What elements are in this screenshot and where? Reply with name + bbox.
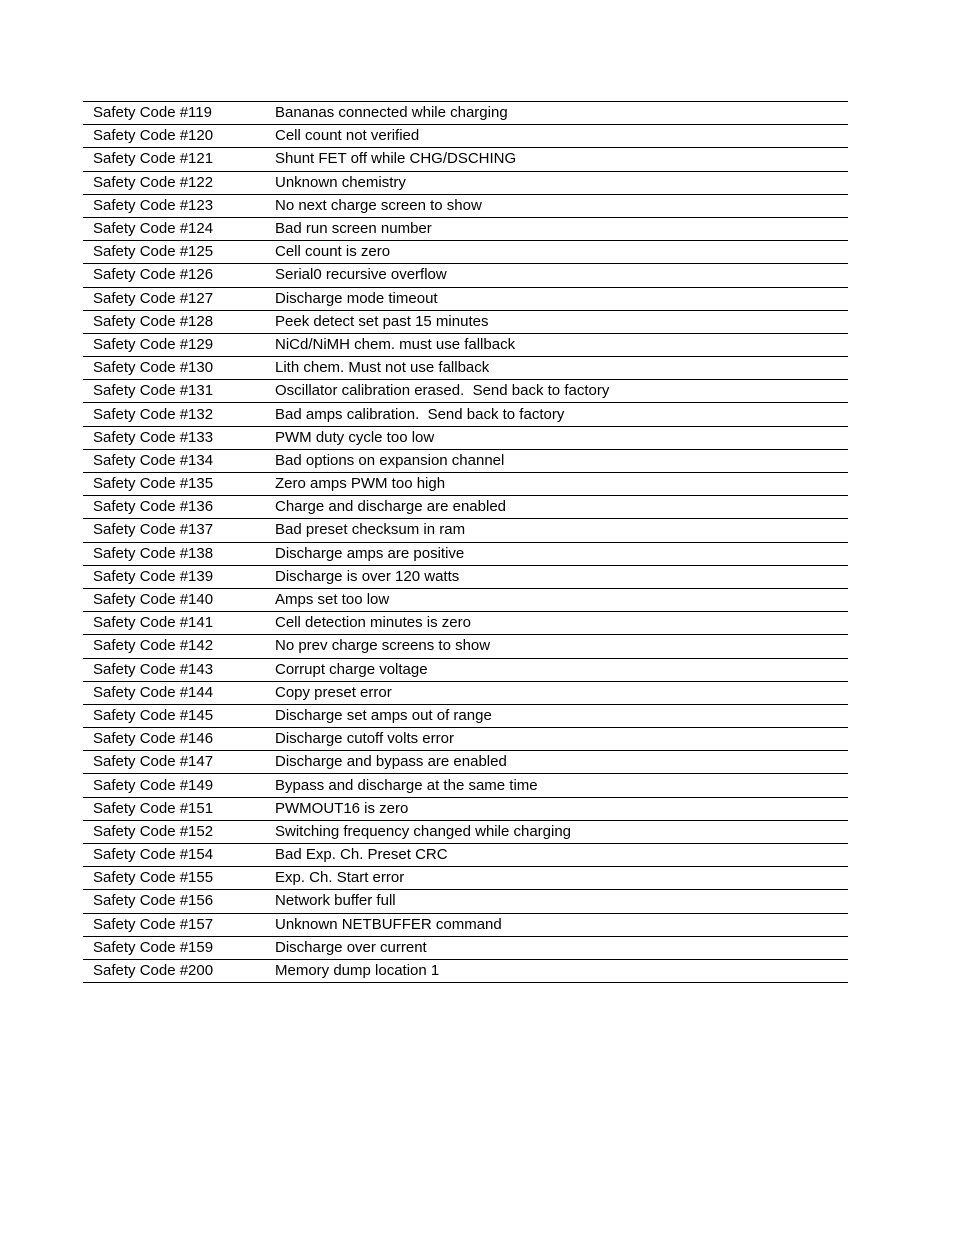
safety-code-cell: Safety Code #151	[83, 797, 265, 820]
table-row	[83, 217, 848, 240]
safety-code-cell: Safety Code #159	[83, 936, 265, 959]
safety-code-description-cell: Serial0 recursive overflow	[265, 264, 848, 287]
safety-code-cell: Safety Code #133	[83, 426, 265, 449]
safety-code-cell: Safety Code #149	[83, 774, 265, 797]
table-row	[83, 635, 848, 658]
safety-code-description-cell: Copy preset error	[265, 681, 848, 704]
safety-code-cell: Safety Code #136	[83, 496, 265, 519]
table-row	[83, 102, 848, 125]
table-row	[83, 797, 848, 820]
table-row	[83, 426, 848, 449]
safety-code-description-cell: Switching frequency changed while charging	[265, 820, 848, 843]
safety-code-cell: Safety Code #137	[83, 519, 265, 542]
safety-code-description-cell: Memory dump location 1	[265, 959, 848, 982]
safety-code-description-cell: No prev charge screens to show	[265, 635, 848, 658]
table-row	[83, 519, 848, 542]
safety-code-description-cell: Bad amps calibration. Send back to factory	[265, 403, 848, 426]
safety-code-description-cell: Discharge mode timeout	[265, 287, 848, 310]
safety-code-cell: Safety Code #122	[83, 171, 265, 194]
table-row	[83, 310, 848, 333]
safety-code-description-cell: Discharge over current	[265, 936, 848, 959]
table-row	[83, 333, 848, 356]
table-row	[83, 913, 848, 936]
table-row	[83, 380, 848, 403]
table-row	[83, 751, 848, 774]
safety-code-description-cell: Bypass and discharge at the same time	[265, 774, 848, 797]
safety-code-cell: Safety Code #119	[83, 102, 265, 125]
safety-code-cell: Safety Code #131	[83, 380, 265, 403]
table-row	[83, 194, 848, 217]
safety-code-cell: Safety Code #152	[83, 820, 265, 843]
safety-codes-table	[83, 101, 848, 983]
safety-code-cell: Safety Code #134	[83, 449, 265, 472]
safety-code-description-cell: Peek detect set past 15 minutes	[265, 310, 848, 333]
table-row	[83, 728, 848, 751]
table-row	[83, 264, 848, 287]
safety-code-cell: Safety Code #120	[83, 125, 265, 148]
safety-code-description-cell: Cell count is zero	[265, 241, 848, 264]
safety-code-description-cell: Bad preset checksum in ram	[265, 519, 848, 542]
safety-code-cell: Safety Code #155	[83, 867, 265, 890]
table-row	[83, 357, 848, 380]
safety-code-description-cell: Network buffer full	[265, 890, 848, 913]
safety-code-cell: Safety Code #128	[83, 310, 265, 333]
table-row	[83, 241, 848, 264]
safety-code-description-cell: Cell detection minutes is zero	[265, 612, 848, 635]
safety-code-description-cell: Exp. Ch. Start error	[265, 867, 848, 890]
table-row	[83, 704, 848, 727]
safety-code-description-cell: Amps set too low	[265, 588, 848, 611]
safety-code-cell: Safety Code #125	[83, 241, 265, 264]
table-row	[83, 820, 848, 843]
safety-code-cell: Safety Code #156	[83, 890, 265, 913]
safety-codes-table-body	[83, 102, 848, 983]
safety-code-description-cell: Oscillator calibration erased. Send back to factory	[265, 380, 848, 403]
safety-code-cell: Safety Code #146	[83, 728, 265, 751]
safety-code-description-cell: Bad Exp. Ch. Preset CRC	[265, 844, 848, 867]
safety-code-description-cell: Discharge cutoff volts error	[265, 728, 848, 751]
safety-code-cell: Safety Code #141	[83, 612, 265, 635]
table-row	[83, 890, 848, 913]
table-row	[83, 867, 848, 890]
safety-code-description-cell: Zero amps PWM too high	[265, 473, 848, 496]
safety-code-description-cell: Discharge amps are positive	[265, 542, 848, 565]
safety-code-description-cell: Unknown chemistry	[265, 171, 848, 194]
safety-code-description-cell: Bad options on expansion channel	[265, 449, 848, 472]
safety-code-cell: Safety Code #145	[83, 704, 265, 727]
safety-code-cell: Safety Code #139	[83, 565, 265, 588]
table-row	[83, 774, 848, 797]
safety-code-cell: Safety Code #130	[83, 357, 265, 380]
safety-code-description-cell: PWM duty cycle too low	[265, 426, 848, 449]
table-row	[83, 844, 848, 867]
safety-code-cell: Safety Code #132	[83, 403, 265, 426]
table-row	[83, 449, 848, 472]
safety-code-cell: Safety Code #140	[83, 588, 265, 611]
safety-code-cell: Safety Code #154	[83, 844, 265, 867]
safety-code-cell: Safety Code #129	[83, 333, 265, 356]
table-row	[83, 496, 848, 519]
safety-code-cell: Safety Code #142	[83, 635, 265, 658]
safety-code-cell: Safety Code #157	[83, 913, 265, 936]
table-row	[83, 125, 848, 148]
safety-code-cell: Safety Code #138	[83, 542, 265, 565]
safety-code-description-cell: Discharge and bypass are enabled	[265, 751, 848, 774]
table-row	[83, 403, 848, 426]
table-row	[83, 148, 848, 171]
safety-code-cell: Safety Code #121	[83, 148, 265, 171]
safety-code-description-cell: NiCd/NiMH chem. must use fallback	[265, 333, 848, 356]
safety-code-description-cell: Discharge set amps out of range	[265, 704, 848, 727]
safety-code-cell: Safety Code #126	[83, 264, 265, 287]
table-row	[83, 287, 848, 310]
table-row	[83, 542, 848, 565]
safety-code-cell: Safety Code #123	[83, 194, 265, 217]
safety-code-cell: Safety Code #144	[83, 681, 265, 704]
safety-code-description-cell: Charge and discharge are enabled	[265, 496, 848, 519]
table-row	[83, 612, 848, 635]
safety-code-cell: Safety Code #127	[83, 287, 265, 310]
safety-code-cell: Safety Code #124	[83, 217, 265, 240]
safety-code-description-cell: Lith chem. Must not use fallback	[265, 357, 848, 380]
safety-code-description-cell: PWMOUT16 is zero	[265, 797, 848, 820]
safety-code-description-cell: No next charge screen to show	[265, 194, 848, 217]
table-row	[83, 473, 848, 496]
safety-code-cell: Safety Code #135	[83, 473, 265, 496]
safety-code-description-cell: Unknown NETBUFFER command	[265, 913, 848, 936]
table-row	[83, 658, 848, 681]
safety-code-description-cell: Bananas connected while charging	[265, 102, 848, 125]
table-row	[83, 565, 848, 588]
table-row	[83, 936, 848, 959]
safety-code-description-cell: Corrupt charge voltage	[265, 658, 848, 681]
safety-code-description-cell: Cell count not verified	[265, 125, 848, 148]
table-row	[83, 959, 848, 982]
safety-code-description-cell: Shunt FET off while CHG/DSCHING	[265, 148, 848, 171]
safety-code-cell: Safety Code #147	[83, 751, 265, 774]
safety-code-description-cell: Bad run screen number	[265, 217, 848, 240]
safety-code-cell: Safety Code #200	[83, 959, 265, 982]
table-row	[83, 171, 848, 194]
safety-code-description-cell: Discharge is over 120 watts	[265, 565, 848, 588]
table-row	[83, 588, 848, 611]
table-row	[83, 681, 848, 704]
safety-code-cell: Safety Code #143	[83, 658, 265, 681]
